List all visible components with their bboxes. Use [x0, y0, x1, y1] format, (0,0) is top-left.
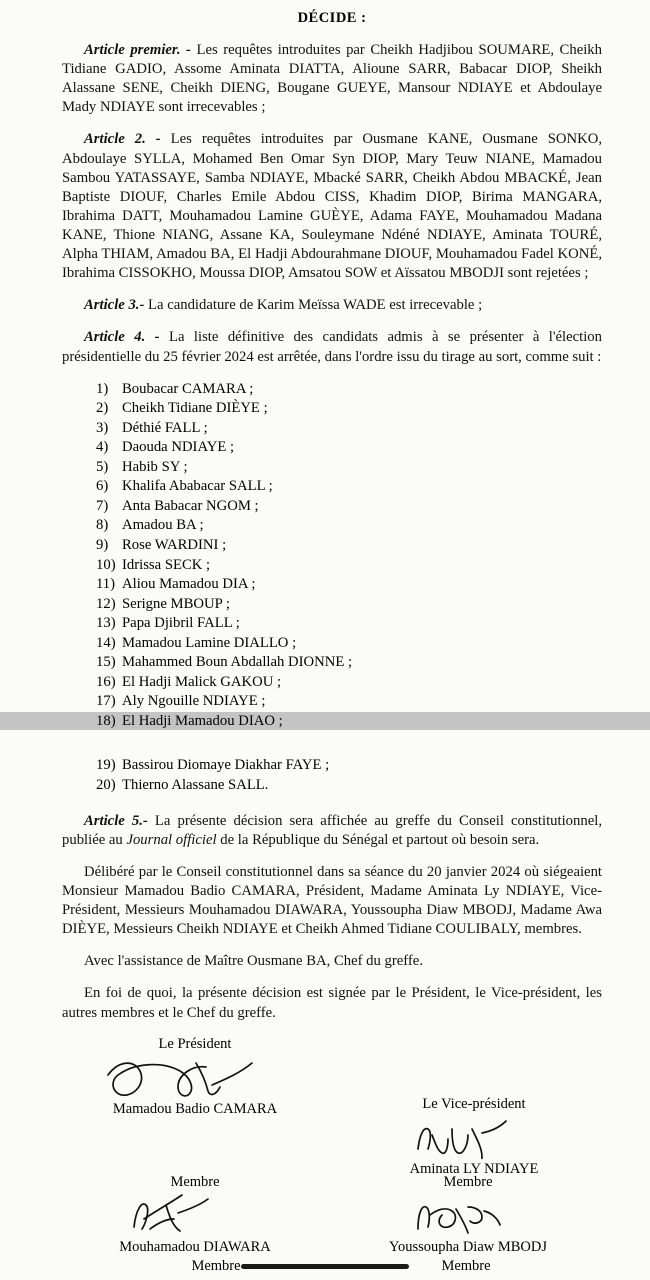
candidate-name: Mahammed Boun Abdallah DIONNE ; — [122, 654, 353, 671]
article-4 — [62, 328, 602, 366]
signature-role: Le Vice-président — [422, 1095, 526, 1112]
list-item — [96, 575, 602, 595]
signature-membre-mbodj — [348, 1174, 588, 1256]
candidate-number: 6) — [96, 478, 109, 495]
candidate-list-page-1 — [62, 380, 602, 732]
signature-scribble-icon — [100, 1055, 290, 1099]
candidate-name: El Hadji Malick GAKOU ; — [122, 673, 282, 690]
signature-scribble-icon — [404, 1115, 544, 1159]
signature-scribble-icon — [120, 1193, 270, 1237]
article-1-text: Les requêtes introduites par Cheikh Hadjibou SOUMARE, Cheikh Tidiane GADIO, Assome Aminata DIATTA, Alioune SARR, Babacar DIOP, Sheikh Alassane SENE, Cheikh DIENG, Bougane GUEYE, Mansour NDIAYE et Abdoulaye Mady NDIAYE sont irrecevables ; — [62, 42, 602, 116]
candidate-name: Daouda NDIAYE ; — [122, 439, 235, 456]
candidate-number: 18) — [96, 712, 116, 729]
signature-name: Youssoupha Diaw MBODJ — [388, 1238, 548, 1255]
candidate-name: Rose WARDINI ; — [122, 537, 227, 554]
list-item — [96, 419, 602, 439]
candidate-number: 10) — [96, 556, 116, 573]
list-item — [96, 536, 602, 556]
candidate-number: 1) — [96, 380, 109, 397]
article-2 — [62, 130, 602, 283]
article-5 — [62, 812, 602, 850]
list-item — [96, 653, 602, 673]
list-item — [96, 399, 602, 419]
candidate-number: 3) — [96, 419, 109, 436]
signature-scribble-icon — [398, 1193, 538, 1237]
article-2-text: Les requêtes introduites par Ousmane KANE, Ousmane SONKO, Abdoulaye SYLLA, Mohamed Ben Omar Syn DIOP, Mary Teuw NIANE, Mamadou Sambou YATASSAYE, Samba NDIAYE, Mbacké SARR, Cheikh Abdou MBACKÉ, Jean Baptiste DIOUF, Charles Emile Abdou CISS, Khadim DIOP, Birima MANGARA, Ibrahima DATT, Mouhamadou Lamine GUÈYE, Adama FAYE, Mouhamadou Madana KANE, Thione NIANG, Assane KA, Souleymane Ndéné NDIAYE, Aminata TOURÉ, Alpha THIAM, Amadou BA, El Hadji Abdourahmane DIOUF, Mouhamadou Fadel KONÉ, Ibrahima CISSOKHO, Moussa DIOP, Amsatou SOW et Aïssatou MBODJI sont rejetées ; — [62, 131, 602, 282]
list-item — [96, 595, 602, 615]
signature-membre-diawara — [80, 1174, 310, 1256]
candidate-number: 12) — [96, 595, 116, 612]
list-item — [96, 692, 602, 712]
list-item — [96, 614, 602, 634]
document-page-2 — [0, 730, 650, 1280]
list-item — [96, 438, 602, 458]
attestation-paragraph: En foi de quoi, la présente décision est signée par le Président, le Vice-président, les autres membres et le Chef du greffe. — [62, 985, 602, 1021]
article-3-label: Article 3.- — [84, 297, 145, 314]
candidate-name: Mamadou Lamine DIALLO ; — [122, 634, 297, 651]
candidate-number: 9) — [96, 537, 109, 554]
list-item — [96, 776, 602, 796]
list-item — [96, 497, 602, 517]
candidate-name: Khalifa Ababacar SALL ; — [122, 478, 273, 495]
signature-role: Membre — [191, 1257, 241, 1274]
signature-role: Le Président — [158, 1035, 232, 1052]
candidate-name: Thierno Alassane SALL. — [122, 776, 269, 793]
article-1-label: Article premier. - — [84, 42, 191, 58]
signature-block — [62, 1036, 602, 1280]
article-1 — [62, 41, 602, 117]
candidate-name: Idrissa SECK ; — [122, 556, 211, 573]
candidate-number: 20) — [96, 776, 116, 793]
candidate-name: Aliou Mamadou DIA ; — [122, 576, 256, 593]
candidate-name: Anta Babacar NGOM ; — [122, 497, 259, 514]
article-5-label: Article 5.- — [84, 812, 148, 829]
signature-membre-6 — [386, 1258, 546, 1277]
candidate-number: 5) — [96, 458, 109, 475]
candidate-number: 16) — [96, 673, 116, 690]
candidate-list-page-2 — [62, 756, 602, 796]
candidate-name: Déthié FALL ; — [122, 419, 208, 436]
list-item — [96, 380, 602, 400]
candidate-number: 7) — [96, 497, 109, 514]
candidate-name: Cheikh Tidiane DIÈYE ; — [122, 400, 268, 417]
signature-role: Membre — [441, 1257, 491, 1274]
list-item — [96, 477, 602, 497]
article-5-text-b: de la République du Sénégal et partout où besoin sera. — [216, 831, 540, 848]
signature-president — [90, 1036, 300, 1118]
signature-vice-president — [364, 1096, 584, 1178]
article-5-text-a: La présente décision sera affichée au greffe du Conseil constitutionnel, publiée au — [62, 812, 602, 848]
candidate-number: 8) — [96, 517, 109, 534]
list-item — [96, 458, 602, 478]
candidate-name: Aly Ngouille NDIAYE ; — [122, 693, 266, 710]
candidate-number: 11) — [96, 576, 116, 593]
article-4-label: Article 4. - — [84, 329, 160, 346]
candidate-number: 4) — [96, 439, 109, 456]
signature-mark — [348, 1193, 588, 1237]
signature-mark — [364, 1115, 584, 1159]
journal-officiel: Journal officiel — [126, 831, 217, 848]
candidate-number: 13) — [96, 615, 116, 632]
list-item — [96, 673, 602, 693]
candidate-name: Boubacar CAMARA ; — [122, 380, 254, 397]
candidate-number: 19) — [96, 757, 116, 773]
signature-name: Mamadou Badio CAMARA — [112, 1100, 278, 1117]
candidate-name: El Hadji Mamadou DIAO ; — [122, 712, 283, 729]
signature-mark — [80, 1193, 310, 1237]
signature-mark — [90, 1055, 300, 1099]
candidate-number: 17) — [96, 693, 116, 710]
candidate-name: Habib SY ; — [122, 458, 188, 475]
list-item — [96, 516, 602, 536]
signature-role: Membre — [443, 1173, 493, 1190]
list-item — [96, 756, 602, 776]
article-3 — [62, 296, 602, 315]
home-indicator[interactable] — [241, 1264, 409, 1269]
signature-role: Membre — [170, 1173, 220, 1190]
page-title: DÉCIDE : — [297, 10, 367, 26]
list-item — [96, 634, 602, 654]
article-3-text: La candidature de Karim Meïssa WADE est irrecevable ; — [144, 297, 483, 314]
candidate-name: Papa Djibril FALL ; — [122, 615, 240, 632]
candidate-number: 15) — [96, 654, 116, 671]
candidate-name: Bassirou Diomaye Diakhar FAYE ; — [122, 757, 330, 773]
signature-name: Mouhamadou DIAWARA — [119, 1238, 271, 1255]
assistance-paragraph: Avec l'assistance de Maître Ousmane BA, Chef du greffe. — [84, 953, 423, 970]
article-4-text: La liste définitive des candidats admis à se présenter à l'élection présidentielle du 25 février 2024 est arrêtée, dans l'ordre issu du tirage au sort, comme suit : — [62, 329, 602, 365]
list-item — [96, 556, 602, 576]
article-2-label: Article 2. - — [84, 131, 161, 148]
candidate-number: 14) — [96, 634, 116, 651]
deliberation-paragraph: Délibéré par le Conseil constitutionnel dans sa séance du 20 janvier 2024 où siégeaient Monsieur Mamadou Badio CAMARA, Président, Madame Aminata Ly NDIAYE, Vice-Président, Messieurs Mouhamadou DIAWARA, Youssoupha Diaw MBODJ, Madame Awa DIÈYE, Messieurs Cheikh NDIAYE et Cheikh Ahmed Tidiane COULIBALY, membres. — [62, 863, 602, 938]
candidate-number: 2) — [96, 400, 109, 417]
list-item — [96, 712, 602, 732]
candidate-name: Serigne MBOUP ; — [122, 595, 230, 612]
candidate-name: Amadou BA ; — [122, 517, 204, 534]
signature-name: Aminata LY NDIAYE — [409, 1160, 539, 1177]
